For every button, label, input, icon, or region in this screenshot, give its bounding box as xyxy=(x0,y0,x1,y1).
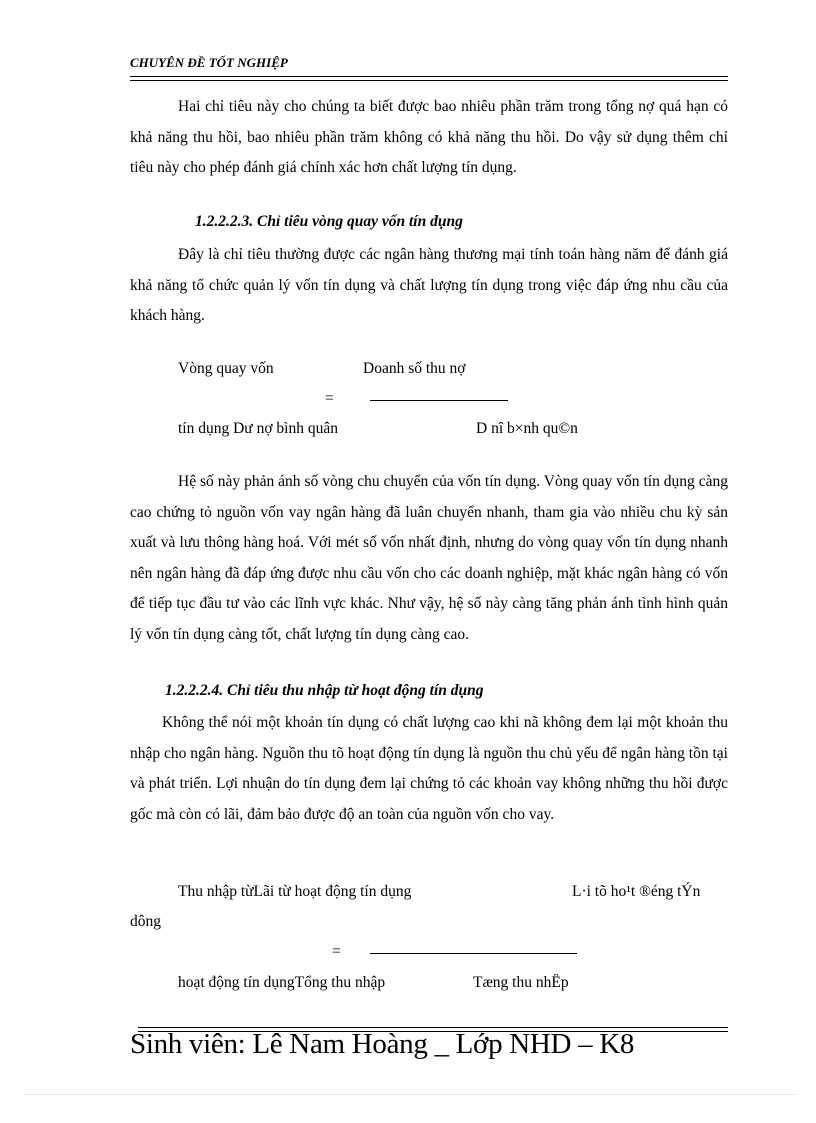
paragraph-2: Đây là chỉ tiêu thường được các ngân hàng thương mại tính toán hàng năm để đánh giá khả năng tổ chức quản lý vốn tín dụng và chất lượng tín dụng trong việc đáp ứng nhu cầu của khách hàng. xyxy=(130,246,728,324)
formula2-denominator: Tæng thu nhËp xyxy=(473,974,569,991)
page-bottom-dotted-border xyxy=(25,1094,795,1095)
formula2-fraction-line xyxy=(370,953,577,954)
paragraph-1: Hai chỉ tiêu này cho chúng ta biết được bao nhiêu phần trăm trong tổng nợ quá hạn có khả năng thu hồi, bao nhiêu phần trăm không có khả năng thu hồi. Do vậy sử dụng thêm chỉ tiêu này cho phép đánh giá chính xác hơn chất lượng tín dụng. xyxy=(130,98,728,176)
formula1-fraction-line xyxy=(370,400,508,401)
header-rule-bottom xyxy=(130,80,728,81)
header-rule-top xyxy=(130,76,728,77)
section-heading-1-2-2-2-3: 1.2.2.2.3. Chỉ tiêu vòng quay vốn tín dụng xyxy=(195,213,463,230)
paragraph-4: Không thể nói một khoản tín dụng có chất lượng cao khi nã không đem lại một khoản thu nhập cho ngân hàng. Nguồn thu tõ hoạt động tín dụng là nguồn thu chủ yếu để ngân hàng tồn tại và phát triển. Lợi nhuận do tín dụng đem lại chứng tỏ các khoản vay không những thu hồi được gốc mà còn có lãi, đảm bảo được độ an toàn của nguồn vốn cho vay. xyxy=(130,714,728,823)
formula1-left-top: Vòng quay vốn xyxy=(178,360,274,377)
formula1-numerator: Doanh số thu nợ xyxy=(363,360,466,377)
formula1-equals: = xyxy=(325,390,334,407)
document-header: CHUYÊN ĐỀ TỐT NGHIỆP xyxy=(130,55,288,70)
formula2-numerator: L·i tõ ho¹t ®éng tÝn xyxy=(572,883,701,900)
formula2-left-bottom: hoạt động tín dụngTổng thu nhập xyxy=(178,974,386,991)
formula1-left-bottom: tín dụng Dư nợ bình quân xyxy=(178,420,338,437)
paragraph-3: Hệ số này phản ánh số vòng chu chuyển của vốn tín dụng. Vòng quay vốn tín dụng càng cao chứng tỏ nguồn vốn vay ngân hàng đã luân chuyển nhanh, tham gia vào nhiều chu kỳ sản xuất và lưu thông hàng hoá. Với mét số vốn nhất định, nhưng do vòng quay vốn tín dụng nhanh nên ngân hàng đã đáp ứng được nhu cầu vốn cho các doanh nghiệp, mặt khác ngân hàng có vốn để tiếp tục đầu tư vào các lĩnh vực khác. Như vậy, hệ số này càng tăng phản ánh tình hình quản lý vốn tín dụng càng tốt, chất lượng tín dụng càng cao. xyxy=(130,473,728,643)
formula2-equals: = xyxy=(332,943,341,960)
formula2-numerator-wrap: dông xyxy=(130,913,161,930)
section-heading-1-2-2-2-4: 1.2.2.2.4. Chỉ tiêu thu nhập từ hoạt động tín dụng xyxy=(165,682,484,699)
document-footer: Sinh viên: Lê Nam Hoàng _ Lớp NHD – K8 xyxy=(130,1028,635,1060)
formula1-denominator: D nî b×nh qu©n xyxy=(476,420,578,437)
formula2-left-top: Thu nhập từLãi từ hoạt động tín dụng xyxy=(178,883,412,900)
